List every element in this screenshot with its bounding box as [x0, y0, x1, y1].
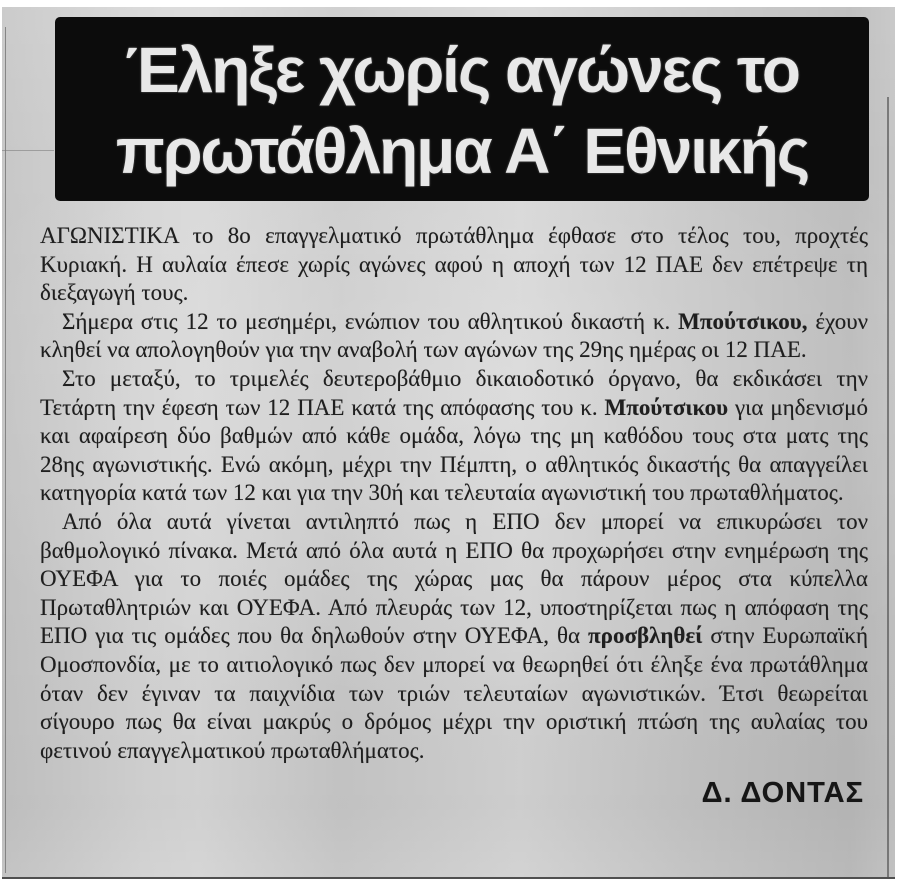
article-paragraph-3 — [40, 365, 868, 508]
paragraph-text: Από όλα αυτά γίνεται αντιληπτό πως η ΕΠΟ δεν μπορεί να επικυρώσει τον βαθμολογικό πίνακα. Μετά από όλα αυτά η ΕΠΟ θα προχωρήσει στην ενημέρωση της ΟΥΕΦΑ για το ποιές ομάδες της χώρας μας θα πάρουν μέρος στα κύπελλα Πρωταθλητριών και ΟΥΕΦΑ. Από πλευράς των 12, υποστηρίζεται πως η απόφαση της ΕΠΟ για τις ομάδες που θα δηλωθούν στην ΟΥΕΦΑ, θα — [40, 508, 868, 649]
paragraph-text: Σήμερα στις 12 το μεσημέρι, ενώπιον του αθλητικού δικαστή κ. — [62, 308, 679, 334]
paragraph-text: για μηδενισμό και αφαίρεση δύο βαθμών από κάθε ομάδα, λόγω της μη καθόδου τους στα ματς της 28ης αγωνιστικής. Ενώ ακόμη, μέχρι την Πέμπτη, ο αθλητικός δικαστής θα απαγγείλει κατηγορία κατά των 12 και για την 30ή και τελευταία αγωνιστική του πρωταθλήματος. — [40, 394, 868, 506]
emphasis-bold: προσβληθεί — [588, 623, 703, 649]
article-paragraph-1 — [40, 222, 868, 308]
judge-name-bold: Μπούτσικου — [604, 394, 729, 420]
byline-signature: Δ. ΔΟΝΤΑΣ — [701, 777, 864, 810]
headline-line-1: Έληξε χωρίς αγώνες το — [125, 34, 799, 106]
article-paragraph-2 — [40, 308, 868, 365]
fold-line-left — [5, 27, 6, 873]
paragraph-text: στην Ευρωπαϊκή Ομοσπονδία, με το αιτιολογικό πως δεν μπορεί να θεωρηθεί ότι έληξε ένα πρωτάθλημα όταν δεν έγιναν τα παιχνίδια των τριών τελευταίων αγωνιστικών. Έτσι θεωρείται σίγουρο πως θα είναι μακρύς ο δρόμος μέχρι την οριστική πτώση της αυλαίας του φετινού επαγγελματικού πρωταθλήματος. — [40, 623, 868, 763]
fold-line-right — [887, 97, 889, 877]
paragraph-text: ΑΓΩΝΙΣΤΙΚΑ το 8ο επαγγελματικό πρωτάθλημα έφθασε στο τέλος του, προχτές Κυριακή. Η αυλαία έπεσε χωρίς αγώνες αφού η αποχή των 12 ΠΑΕ δεν επέτρεψε τη διεξαγωγή τους. — [40, 223, 868, 306]
headline-line-2: πρωτάθλημα Α΄ Εθνικής — [115, 115, 809, 187]
article-paragraph-4 — [40, 508, 868, 765]
paragraph-text: Στο μεταξύ, το τριμελές δευτεροβάθμιο δικαιοδοτικό όργανο, θα εκδικάσει την Τετάρτη την έφεση των 12 ΠΑΕ κατά της απόφασης του κ. — [40, 365, 868, 420]
judge-name-bold: Μπούτσικου, — [678, 308, 808, 334]
paragraph-text: έχουν κληθεί να απολογηθούν για την αναβολή των αγώνων της 29ης ημέρας οι 12 ΠΑΕ. — [40, 308, 868, 363]
headline-banner — [55, 17, 869, 201]
fold-line-horizontal — [2, 150, 54, 151]
newspaper-clipping — [2, 7, 895, 879]
article-body — [40, 222, 868, 808]
